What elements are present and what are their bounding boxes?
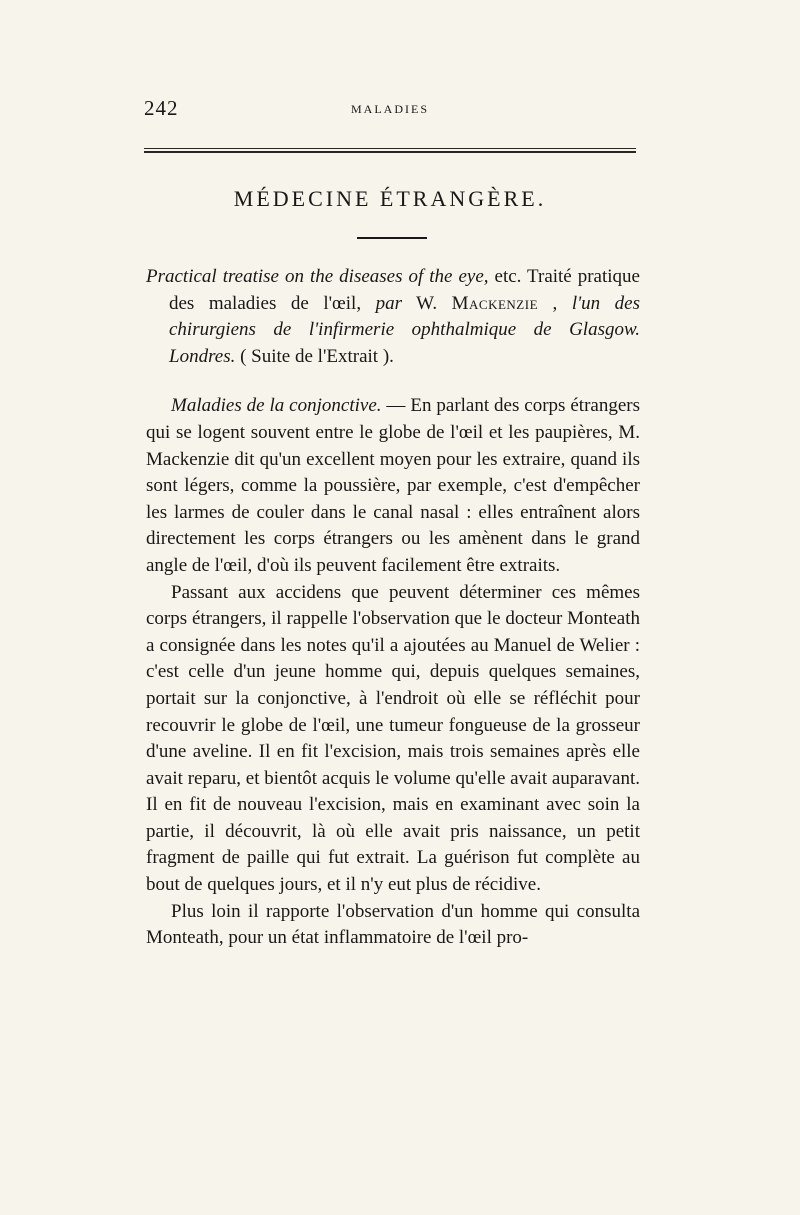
paragraph-1-text: — En parlant des corps étrangers qui se logent souvent entre le globe de l'œil et les paupières, M. Mackenzie dit qu'un excellent moyen pour les extraire, quand ils sont légers, comme la poussière, par exemple, c'est d'empêcher les larmes de couler dans le canal nasal : elles entraînent alors directement les corps étrangers ou les amènent dans le grand angle de l'œil, d'où ils peuvent facilement être extraits. bbox=[146, 395, 641, 576]
paragraph-1 bbox=[146, 393, 640, 579]
citation-comma: , bbox=[538, 292, 572, 314]
header-rule bbox=[144, 148, 636, 153]
paragraph-2: Passant aux accidens que peuvent déterminer ces mêmes corps étrangers, il rappelle l'observation que le docteur Monteath a consignée dans les notes qu'il a ajoutées au Manuel de Welier : c'est celle d'un jeune homme qui, depuis quelques semaines, portait sur la conjonctive, à l'endroit où elle se réfléchit pour recouvrir le globe de l'œil, une tumeur fongueuse de la grosseur d'une aveline. Il en fit l'excision, mais trois semaines après elle avait reparu, et bientôt acquis le volume qu'elle avait auparavant. Il en fit de nouveau l'excision, mais en examinant avec soin la partie, il découvrit, là où elle avait pris naissance, un petit fragment de paille qui fut extrait. La guérison fut complète au bout de quelques jours, et il n'y eut plus de récidive. bbox=[146, 581, 640, 896]
author-initial: W. bbox=[402, 292, 452, 314]
title-rule bbox=[357, 237, 427, 239]
author-name: Mackenzie bbox=[451, 292, 539, 314]
citation-suite: ( Suite de l'Extrait ). bbox=[235, 345, 394, 367]
par-word: par bbox=[375, 292, 402, 314]
running-title: MALADIES bbox=[351, 102, 429, 116]
author-affiliation: l'un des chirurgiens de l'infirmerie ophthalmique de Glasgow. Londres. bbox=[169, 292, 640, 367]
citation bbox=[146, 264, 640, 370]
article-body bbox=[146, 264, 640, 952]
subheading: Maladies de la conjonctive. bbox=[171, 395, 382, 417]
page-number: 242 bbox=[144, 96, 179, 120]
section-title: MÉDECINE ÉTRANGÈRE. bbox=[233, 186, 547, 211]
running-head bbox=[144, 96, 636, 126]
citation-french-title: etc. Traité pratique des maladies de l'œil, bbox=[169, 266, 640, 314]
paragraph-3: Plus loin il rapporte l'observation d'un homme qui consulta Monteath, pour un état inflammatoire de l'œil pro- bbox=[146, 900, 640, 949]
cited-title: Practical treatise on the diseases of the eye, bbox=[146, 266, 489, 287]
